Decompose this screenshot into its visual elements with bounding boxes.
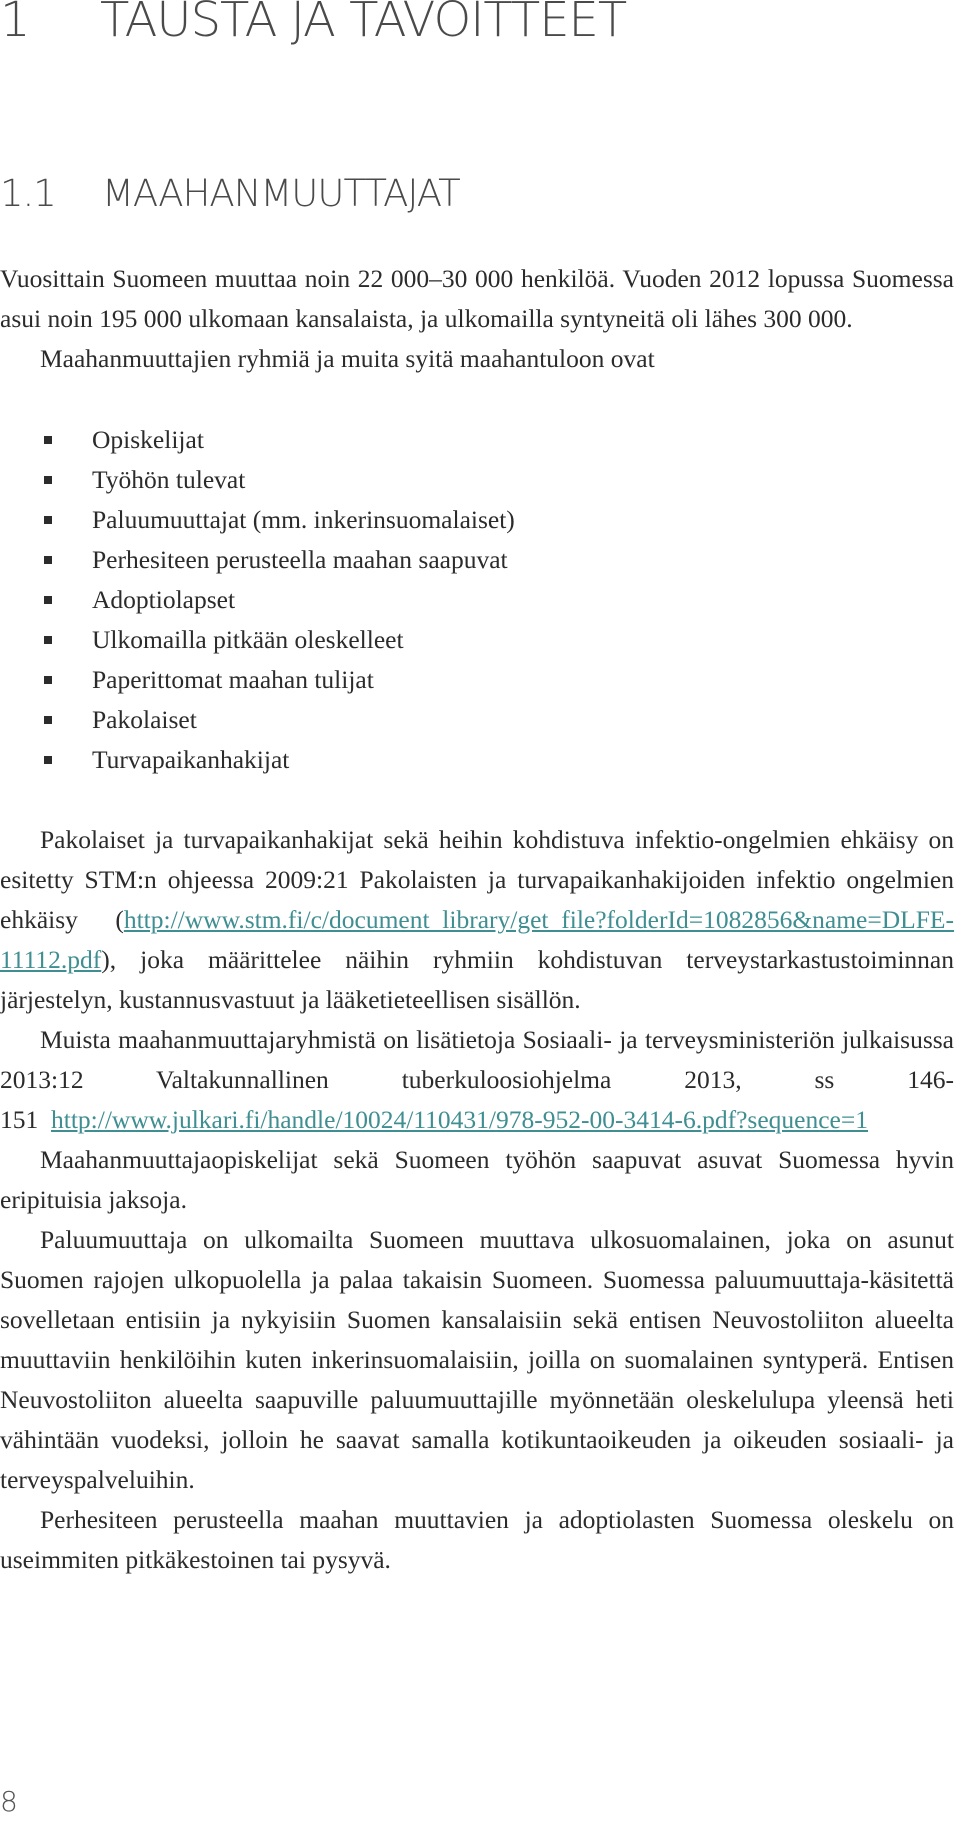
bullet-square-icon — [44, 556, 52, 564]
list-item: Adoptiolapset — [40, 580, 515, 620]
list-item: Paluumuuttajat (mm. inkerinsuomalaiset) — [40, 500, 515, 540]
intro-block — [0, 259, 954, 379]
body-text — [0, 820, 954, 1580]
bullet-square-icon — [44, 756, 52, 764]
list-item: Opiskelijat — [40, 420, 515, 460]
julkari-link[interactable]: http://www.julkari.fi/handle/10024/110431/978-952-00-3414-6.pdf?sequence=1 — [51, 1105, 868, 1134]
other-groups-paragraph: Muista maahanmuuttajaryhmistä on lisätietoja Sosiaali- ja terveysministeriön julkaisussa 2013:12 Valtakunnallinen tuberkuloosiohjelma 2013, ss 146-151 http://www.julkari.fi/handle/10024/110431/978-952-00-3414-6.pdf?sequence=1 — [0, 1025, 954, 1134]
list-item: Pakolaiset — [40, 700, 515, 740]
section-number: 1.1 — [0, 172, 56, 215]
list-item: Työhön tulevat — [40, 460, 515, 500]
bullet-square-icon — [44, 596, 52, 604]
bullet-square-icon — [44, 676, 52, 684]
bullet-square-icon — [44, 636, 52, 644]
section-heading — [0, 172, 460, 215]
bullet-square-icon — [44, 716, 52, 724]
groups-heading: Maahanmuuttajien ryhmiä ja muita syitä maahantuloon ovat — [40, 344, 655, 373]
bullet-square-icon — [44, 516, 52, 524]
stm-guideline-link[interactable]: http://www.stm.fi/c/document_library/get_file?folderId=1082856&name=DLFE-11112.pdf — [0, 905, 954, 974]
list-item: Turvapaikanhakijat — [40, 740, 515, 780]
list-item: Paperittomat maahan tulijat — [40, 660, 515, 700]
chapter-title: TAUSTA JA TAVOITTEET — [100, 0, 627, 48]
returnees-paragraph: Paluumuuttaja on ulkomailta Suomeen muuttava ulkosuomalainen, joka on asunut Suomen rajojen ulkopuolella ja palaa takaisin Suomeen. Suomessa paluumuuttaja-käsitettä sovelletaan entisiin ja nykyisiin Suomen kansalaisiin sekä entisen Neuvostoliiton alueelta muuttaviin henkilöihin kuten inkerinsuomalaisiin, joilla on suomalainen syntyperä. Entisen Neuvostoliiton alueelta saapuville paluumuuttajille myönnetään oleskelulupa yleensä heti vähintään vuodeksi, jolloin he saavat samalla kotikuntaoikeuden ja oikeuden sosiaali- ja terveyspalveluihin. — [0, 1225, 954, 1494]
bullet-square-icon — [44, 436, 52, 444]
list-item: Ulkomailla pitkään oleskelleet — [40, 620, 515, 660]
page-number: 8 — [0, 1785, 18, 1818]
section-title: MAAHANMUUTTAJAT — [102, 172, 460, 215]
chapter-number: 1 — [0, 0, 30, 48]
list-item: Perhesiteen perusteella maahan saapuvat — [40, 540, 515, 580]
students-paragraph: Maahanmuuttajaopiskelijat sekä Suomeen työhön saapuvat asuvat Suomessa hyvin eripituisia jaksoja. — [0, 1145, 954, 1214]
groups-list — [40, 420, 515, 780]
intro-paragraph: Vuosittain Suomeen muuttaa noin 22 000–30 000 henkilöä. Vuoden 2012 lopussa Suomessa asui noin 195 000 ulkomaan kansalaista, ja ulkomailla syntyneitä oli lähes 300 000. — [0, 264, 954, 333]
family-paragraph: Perhesiteen perusteella maahan muuttavien ja adoptiolasten Suomessa oleskelu on useimmiten pitkäkestoinen tai pysyvä. — [0, 1505, 954, 1574]
refugees-paragraph: Pakolaiset ja turvapaikanhakijat sekä heihin kohdistuva infektio-ongelmien ehkäisy on esitetty STM:n ohjeessa 2009:21 Pakolaisten ja turvapaikanhakijoiden infektio ongelmien ehkäisy (http://www.stm.fi/c/document_library/get_file?folderId=1082856&name=DLFE-11112.pdf), joka määrittelee näihin ryhmiin kohdistuvan terveystarkastustoiminnan järjestelyn, kustannusvastuut ja lääketieteellisen sisällön. — [0, 825, 954, 1014]
chapter-heading — [0, 0, 626, 48]
bullet-square-icon — [44, 476, 52, 484]
